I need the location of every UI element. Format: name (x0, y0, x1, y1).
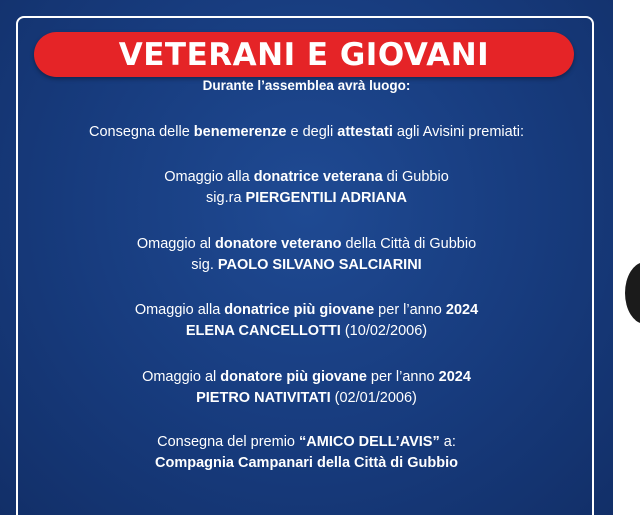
award-highlight: donatrice più giovane (224, 302, 375, 318)
award-text: per l’anno (366, 369, 439, 385)
award-line-2 (0, 321, 613, 342)
award-date: (10/02/2006) (340, 323, 428, 339)
award-donatrice-giovane (0, 300, 613, 342)
award-line-2 (0, 188, 613, 209)
award-text: Omaggio al (142, 369, 221, 385)
award-highlight: donatore più giovane (220, 369, 367, 385)
award-line-2 (0, 255, 613, 276)
award-text: della Città di Gubbio (341, 236, 477, 252)
page-background (613, 0, 640, 515)
intro-prefix: Consegna delle (88, 124, 194, 140)
award-donatore-veterano (0, 234, 613, 276)
award-text: a: (439, 434, 456, 450)
award-text: per l’anno (374, 302, 446, 318)
award-text: di Gubbio (382, 169, 449, 185)
award-year: 2024 (445, 302, 479, 318)
award-line-1 (0, 300, 613, 321)
poster-title: VETERANI E GIOVANI (118, 36, 490, 73)
intro-benemerenze: benemerenze (193, 124, 287, 140)
title-banner (34, 32, 574, 77)
award-text: Omaggio alla (134, 302, 225, 318)
award-line-2 (0, 453, 613, 474)
award-text: Consegna del premio (157, 434, 300, 450)
award-highlight: “AMICO DELL’AVIS” (299, 434, 440, 450)
intro-text (0, 124, 613, 140)
award-line-1 (0, 432, 613, 453)
award-line-1 (0, 234, 613, 255)
award-recipient: PIERGENTILI ADRIANA (245, 190, 407, 206)
poster-subtitle: Durante l’assemblea avrà luogo: (202, 78, 411, 93)
award-recipient: Compagnia Campanari della Città di Gubbio (155, 455, 458, 471)
award-donatore-giovane (0, 367, 613, 409)
award-year: 2024 (438, 369, 471, 385)
award-donatrice-veterana (0, 167, 613, 209)
award-honorific: sig. (191, 257, 218, 273)
award-text: Omaggio alla (164, 169, 254, 185)
award-honorific: sig.ra (206, 190, 246, 206)
award-date: (02/01/2006) (330, 390, 417, 406)
award-line-2 (0, 388, 613, 409)
award-line-1 (0, 167, 613, 188)
award-line-1 (0, 367, 613, 388)
award-recipient: ELENA CANCELLOTTI (185, 323, 341, 339)
award-recipient: PAOLO SILVANO SALCIARINI (217, 257, 422, 273)
award-highlight: donatrice veterana (253, 169, 383, 185)
award-recipient: PIETRO NATIVITATI (196, 390, 331, 406)
award-highlight: donatore veterano (215, 236, 342, 252)
intro-attestati: attestati (337, 124, 393, 140)
intro-middle: e degli (286, 124, 338, 140)
intro-suffix: agli Avisini premiati: (392, 124, 524, 140)
award-text: Omaggio al (136, 236, 216, 252)
award-amico-avis (0, 432, 613, 474)
